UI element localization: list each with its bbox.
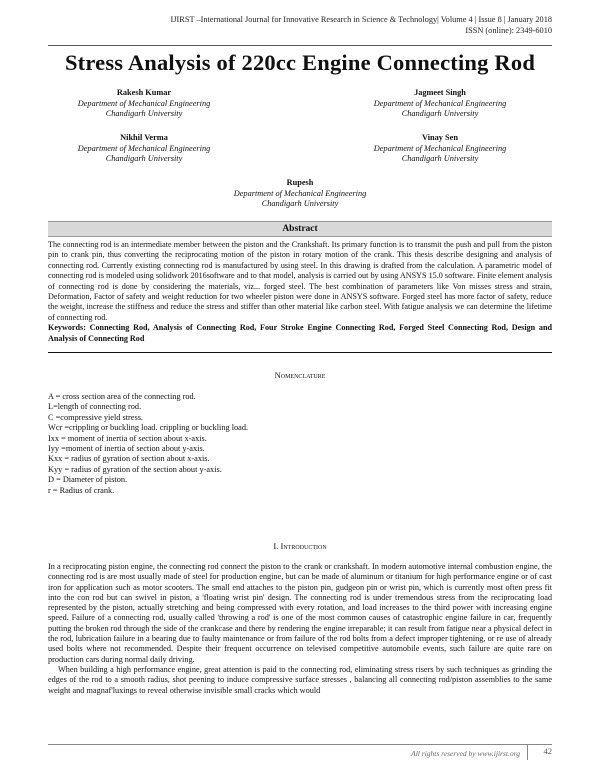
author-name: Jagmeet Singh: [414, 88, 466, 97]
paper-title: Stress Analysis of 220cc Engine Connecting Rod: [64, 50, 536, 75]
author-block: [340, 133, 540, 165]
nomenclature-item: r = Radius of crank.: [48, 485, 115, 495]
author-name: Rakesh Kumar: [116, 88, 172, 97]
nomenclature-item: C =compressive yield stress.: [48, 412, 144, 422]
abstract-text: The connecting rod is an intermediate member between the piston and the Crankshaft. Its primary function is to transmit the push and pull from the piston pin to crank pin, thus converting the reciprocating motion of the piston in rotary motion of the crank. This thesis describe designing and analysis of connecting rod. Currently existing connecting rod is manufactured by using steel. In this drawing is drafted from the calculation. A parametric model of connecting rod is modeled using solidwork 2016software and to that model, analysis is carried out by using ANSYS 15.0 software. Finite element analysis of connecting rod is done by considering the materials, viz... forged steel. The best combination of parameters like Von misses stress and strain, Deformation, Factor of safety and weight reduction for two wheeler piston were done in ANSYS software. Forged steel has more factor of safety, reduce the weight, increase the stiffness and reduce the stress and stiffer than other material like carbon steel. With fatigue analysis we can determine the lifetime of connecting rod.: [48, 240, 552, 322]
author-univ: Chandigarh University: [105, 109, 183, 118]
abstract-body: [48, 240, 552, 344]
author-name: Nikhil Verma: [120, 133, 168, 142]
nomenclature-item: L=length of connecting rod.: [48, 402, 142, 412]
author-dept: Department of Mechanical Engineering: [373, 98, 507, 108]
author-univ: Chandigarh University: [401, 109, 479, 118]
abstract-separator: [48, 352, 552, 353]
issn-line: ISSN (online): 2349-6010: [465, 26, 552, 35]
nomenclature-item: Wcr =crippling or buckling load. crippling or buckling load.: [48, 423, 249, 433]
introduction-body: [48, 562, 552, 696]
abstract-heading: Abstract: [48, 221, 552, 237]
author-univ: Chandigarh University: [401, 154, 479, 163]
author-dept: Department of Mechanical Engineering: [373, 143, 507, 153]
author-dept: Department of Mechanical Engineering: [77, 98, 211, 108]
page-number: 42: [527, 744, 552, 760]
journal-line: IJIRST –International Journal for Innovative Research in Science & Technology| Volume 4 | Issue 8 | January 2018: [170, 15, 552, 24]
journal-header: [171, 14, 552, 36]
nomenclature-item: A = cross section area of the connecting rod.: [48, 392, 196, 401]
author-univ: Chandigarh University: [261, 199, 339, 208]
author-block: [340, 88, 540, 120]
nomenclature-item: D = Diameter of piston.: [48, 475, 128, 485]
author-block: [44, 133, 244, 165]
author-block: [44, 88, 244, 120]
header-rule: [48, 45, 552, 46]
nomenclature-item: Iyy =moment of inertia of section about y-axis.: [48, 444, 205, 454]
author-block: [200, 178, 400, 210]
nomenclature-list: [48, 392, 248, 496]
nomenclature-item: Ixx = moment of inertia of section about x-axis.: [48, 433, 207, 443]
keywords: Keywords: Connecting Rod, Analysis of Connecting Rod, Four Stroke Engine Connecting Rod, Forged Steel Connecting Rod, Design and Analysis of Connecting Rod: [48, 323, 552, 343]
nomenclature-item: Kxx = radius of gyration of section about x-axis.: [48, 454, 210, 464]
author-univ: Chandigarh University: [105, 154, 183, 163]
author-dept: Department of Mechanical Engineering: [233, 188, 367, 198]
footer-rule: [48, 744, 552, 745]
intro-paragraph: When building a high performance engine, great attention is paid to the connecting rod, eliminating stress risers by such techniques as grinding the edges of the rod to a smooth radius, shot peening to induce compressive surface stresses , balancing all connecting rod/piston assemblies to the same weight and magnaf'luxings to reveal otherwise invisible small cracks which would: [48, 664, 552, 695]
nomenclature-item: Kyy = radius of gyration of the section about y-axis.: [48, 464, 222, 474]
author-dept: Department of Mechanical Engineering: [77, 143, 211, 153]
nomenclature-heading: Nomenclature: [274, 370, 326, 380]
intro-paragraph: In a reciprocating piston engine, the connecting rod connect the piston to the crank or crankshaft. In modern automotive internal combustion engine, the connecting rod is are most usually made of steel for production engine, but can be made of aluminum or titanium for high performance engine or of cast iron for application such as motor scooters. The small end attaches to the piston pin, gudgeon pin or wrist pin, which is currently most often press fit into the con rod but can swivel in piston, a 'floating wrist pin' design. The connecting rod is under tremendous stress from the reciprocating load represented by the piston, actually stretching and being compressed with every rotation, and load increases to the third power with increasing engine speed. Failure of a connecting rod, usually called 'throwing a rod' is one of the most common causes of catastrophic engine failure in car, frequently putting the broken rod through the side of the crankcase and there by rendering the engine irreparable; it can result from fatigue near a physical defect in the rod, lubrication failure in a bearing due to faulty maintenance or from failure of the rod bolts from a defect improper tightening, or re use of already used bolts where not recommended. Despite their frequent occurrence on televised competitive automobile events, such failure are quite rare on production cars during normal daily driving.: [48, 562, 552, 664]
footer-copyright: All rights reserved by www.ijirst.org: [411, 749, 520, 758]
introduction-heading: I. Introduction: [273, 541, 327, 551]
author-name: Vinay Sen: [422, 133, 458, 142]
author-name: Rupesh: [286, 178, 314, 187]
